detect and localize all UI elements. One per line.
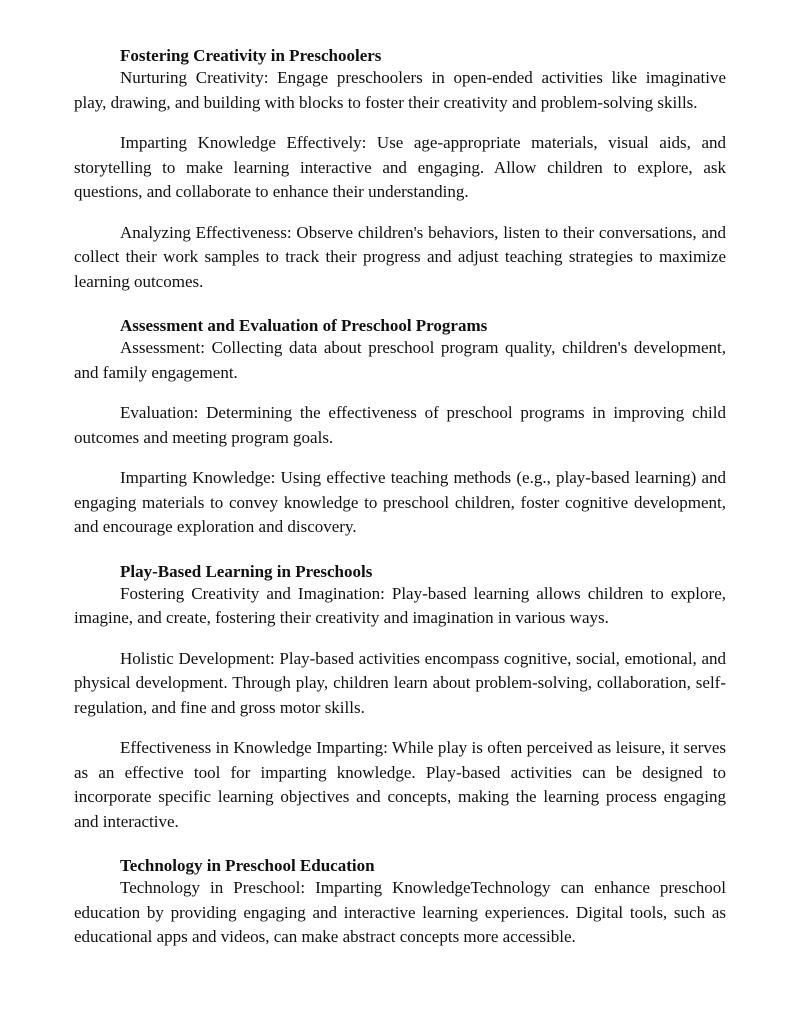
document-page (74, 46, 726, 972)
paragraph: Analyzing Effectiveness: Observe children's behaviors, listen to their conversations, and collect their work samples to track their progress and adjust teaching strategies to maximize learning outcomes. (74, 222, 726, 291)
paragraph: Imparting Knowledge Effectively: Use age-appropriate materials, visual aids, and storytelling to make learning interactive and engaging. Allow children to explore, ask questions, and collaborate to enhance their understanding. (74, 133, 726, 201)
section-technology (74, 856, 726, 950)
section-heading: Technology in Preschool Education (120, 856, 375, 875)
paragraph: Imparting Knowledge: Using effective teaching methods (e.g., play-based learning) and engaging materials to convey knowledge to preschool children, foster cognitive development, and encourage exploration and discovery. (74, 468, 726, 536)
section-heading: Fostering Creativity in Preschoolers (120, 46, 382, 65)
paragraph: Evaluation: Determining the effectiveness of preschool programs in improving child outcomes and meeting program goals. (74, 403, 726, 447)
paragraph: Effectiveness in Knowledge Imparting: While play is often perceived as leisure, it serves as an effective tool for imparting knowledge. Play-based activities can be designed to incorporate specific learning objectives and concepts, making the learning process engaging and interactive. (74, 738, 726, 831)
paragraph: Assessment: Collecting data about preschool program quality, children's development, and family engagement. (74, 338, 726, 382)
section-fostering-creativity (74, 46, 726, 294)
paragraph: Technology in Preschool: Imparting KnowledgeTechnology can enhance preschool education by providing engaging and interactive learning experiences. Digital tools, such as educational apps and videos, can make abstract concepts more accessible. (74, 878, 726, 946)
section-heading: Play-Based Learning in Preschools (120, 561, 373, 581)
section-assessment-evaluation (74, 316, 726, 540)
section-play-based-learning (74, 562, 726, 835)
paragraph: Nurturing Creativity: Engage preschoolers in open-ended activities like imaginative play, drawing, and building with blocks to foster their creativity and problem-solving skills. (74, 68, 726, 112)
section-heading: Assessment and Evaluation of Preschool Programs (120, 316, 488, 335)
paragraph: Fostering Creativity and Imagination: Play-based learning allows children to explore, imagine, and create, fostering their creativity and imagination in various ways. (74, 583, 726, 627)
paragraph: Holistic Development: Play-based activities encompass cognitive, social, emotional, and physical development. Through play, children learn about problem-solving, collaboration, self-regulation, and fine and gross motor skills. (74, 648, 726, 717)
